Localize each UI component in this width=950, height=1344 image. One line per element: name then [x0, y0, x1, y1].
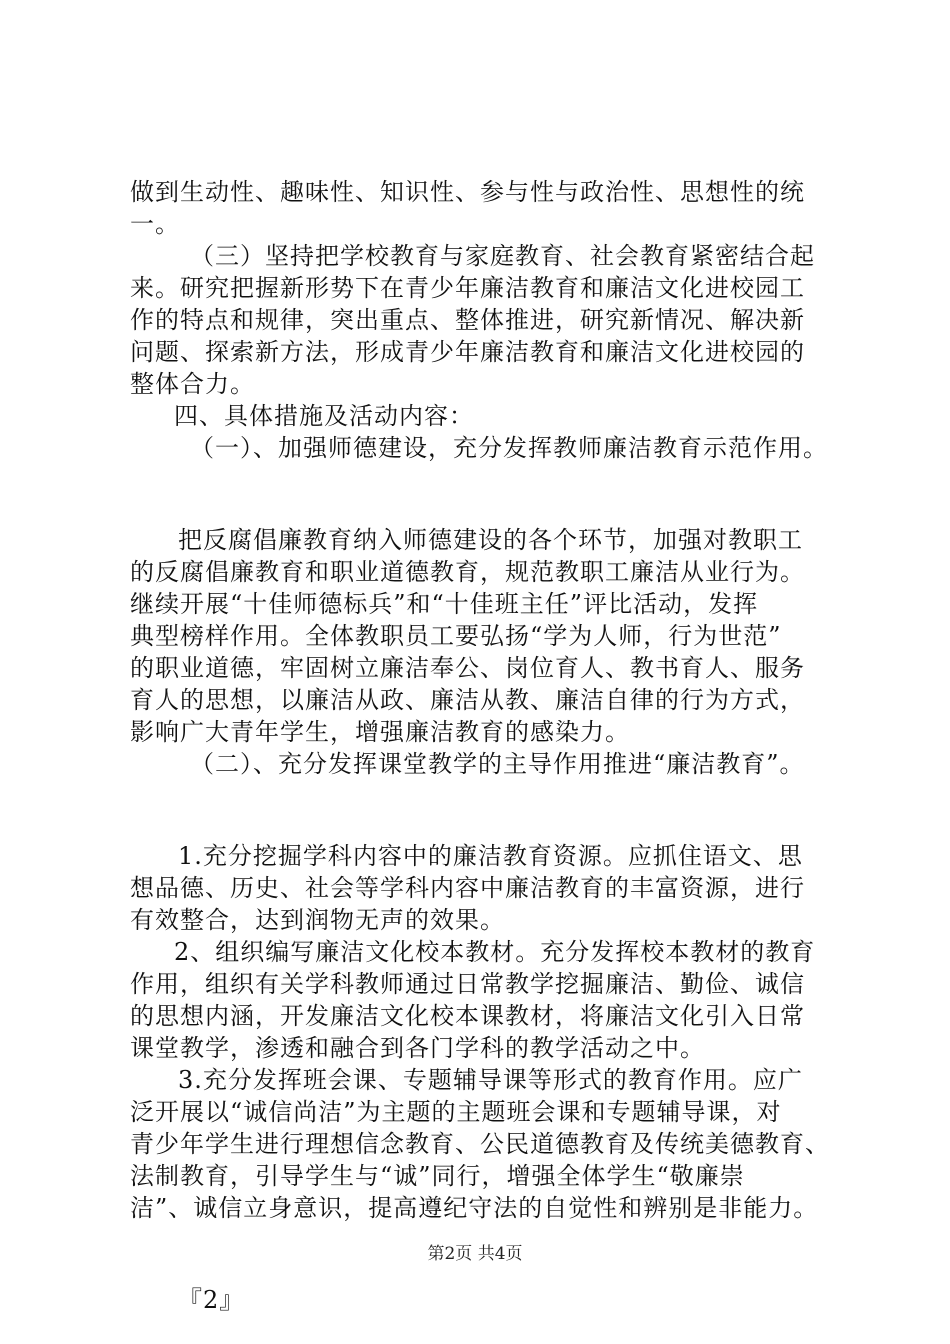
document-body [130, 176, 830, 1316]
text-line: 想品德、历史、社会等学科内容中廉洁教育的丰富资源，进行 [130, 874, 805, 902]
text-line: 3.充分发挥班会课、专题辅导课等形式的教育作用。应广 [178, 1066, 803, 1094]
page-footer: 第2页 共4页 [427, 1244, 523, 1264]
text-line: 的思想内涵，开发廉洁文化校本课教材，将廉洁文化引入日常 [130, 1002, 805, 1030]
text-line: 1.充分挖掘学科内容中的廉洁教育资源。应抓住语文、思 [178, 842, 803, 870]
text-line: 青少年学生进行理想信念教育、公民道德教育及传统美德教育、 [130, 1130, 830, 1158]
text-line: 法制教育，引导学生与“诚”同行，增强全体学生“敬廉崇 [130, 1162, 745, 1190]
text-line: 泛开展以“诚信尚洁”为主题的主题班会课和专题辅导课，对 [130, 1098, 782, 1126]
section-heading: （三）坚持把学校教育与家庭教育、社会教育紧密结合起 [190, 242, 815, 270]
text-line: 的反腐倡廉教育和职业道德教育，规范教职工廉洁从业行为。 [130, 558, 805, 586]
text-line: 作的特点和规律，突出重点、整体推进，研究新情况、解决新 [130, 306, 805, 334]
subsection-heading: （二）、充分发挥课堂教学的主导作用推进“廉洁教育”。 [190, 750, 805, 778]
text-line: 有效整合，达到润物无声的效果。 [130, 906, 505, 934]
text-line: 整体合力。 [130, 370, 255, 398]
text-line: 来。研究把握新形势下在青少年廉洁教育和廉洁文化进校园工 [130, 274, 805, 302]
text-line: 一。 [130, 210, 180, 238]
text-line: 做到生动性、趣味性、知识性、参与性与政治性、思想性的统 [130, 178, 805, 206]
spacer [130, 780, 830, 840]
page-marker: 『2』 [178, 1286, 245, 1314]
text-line: 育人的思想，以廉洁从政、廉洁从教、廉洁自律的行为方式， [130, 686, 805, 714]
spacer [130, 464, 830, 524]
text-line: 课堂教学，渗透和融合到各门学科的教学活动之中。 [130, 1034, 705, 1062]
text-line: 典型榜样作用。全体教职员工要弘扬“学为人师，行为世范” [130, 622, 782, 650]
text-line: 影响广大青年学生，增强廉洁教育的感染力。 [130, 718, 630, 746]
text-line: 问题、探索新方法，形成青少年廉洁教育和廉洁文化进校园的 [130, 338, 805, 366]
text-line: 继续开展“十佳师德标兵”和“十佳班主任”评比活动，发挥 [130, 590, 759, 618]
section-heading: 四、具体措施及活动内容： [174, 402, 474, 430]
text-line: 洁”、诚信立身意识，提高遵纪守法的自觉性和辨别是非能力。 [130, 1194, 819, 1222]
text-line: 作用，组织有关学科教师通过日常教学挖掘廉洁、勤俭、诚信 [130, 970, 805, 998]
subsection-heading: （一）、加强师德建设，充分发挥教师廉洁教育示范作用。 [190, 434, 828, 462]
text-line: 的职业道德，牢固树立廉洁奉公、岗位育人、教书育人、服务 [130, 654, 805, 682]
text-line: 把反腐倡廉教育纳入师德建设的各个环节，加强对教职工 [178, 526, 803, 554]
text-line: 2、组织编写廉洁文化校本教材。充分发挥校本教材的教育 [174, 938, 816, 966]
